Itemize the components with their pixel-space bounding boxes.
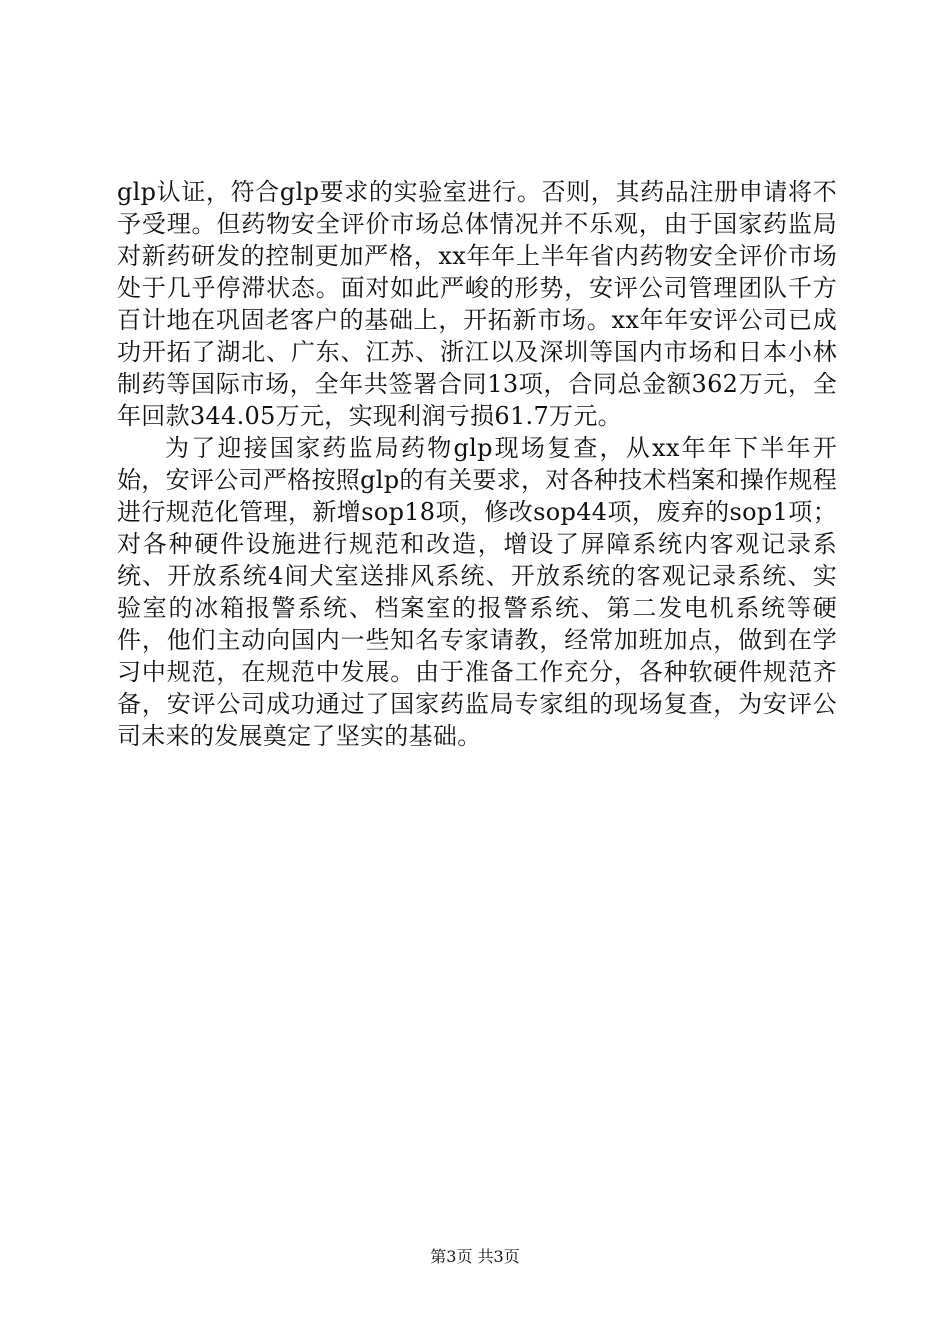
page-number-footer: 第3页 共3页	[430, 1247, 520, 1266]
paragraph-glp-review: 为了迎接国家药监局药物glp现场复查，从xx年年下半年开始，安评公司严格按照glp的有关要求，对各种技术档案和操作规程进行规范化管理，新增sop18项，修改sop44项，废弃的sop1项；对各种硬件设施进行规范和改造，增设了屏障系统内客观记录系统、开放系统4间犬室送排风系统、开放系统的客观记录系统、实验室的冰箱报警系统、档案室的报警系统、第二发电机系统等硬件，他们主动向国内一些知名专家请教，经常加班加点，做到在学习中规范，在规范中发展。由于准备工作充分，各种软硬件规范齐备，安评公司成功通过了国家药监局专家组的现场复查，为安评公司未来的发展奠定了坚实的基础。	[117, 434, 837, 750]
document-body	[117, 176, 837, 752]
paragraph-continued: glp认证，符合glp要求的实验室进行。否则，其药品注册申请将不予受理。但药物安全评价市场总体情况并不乐观，由于国家药监局对新药研发的控制更加严格，xx年年上半年省内药物安全评价市场处于几乎停滞状态。面对如此严峻的形势，安评公司管理团队千方百计地在巩固老客户的基础上，开拓新市场。xx年年安评公司已成功开拓了湖北、广东、江苏、浙江以及深圳等国内市场和日本小林制药等国际市场，全年共签署合同13项，合同总金额362万元，全年回款344.05万元，实现利润亏损61.7万元。	[117, 178, 837, 430]
